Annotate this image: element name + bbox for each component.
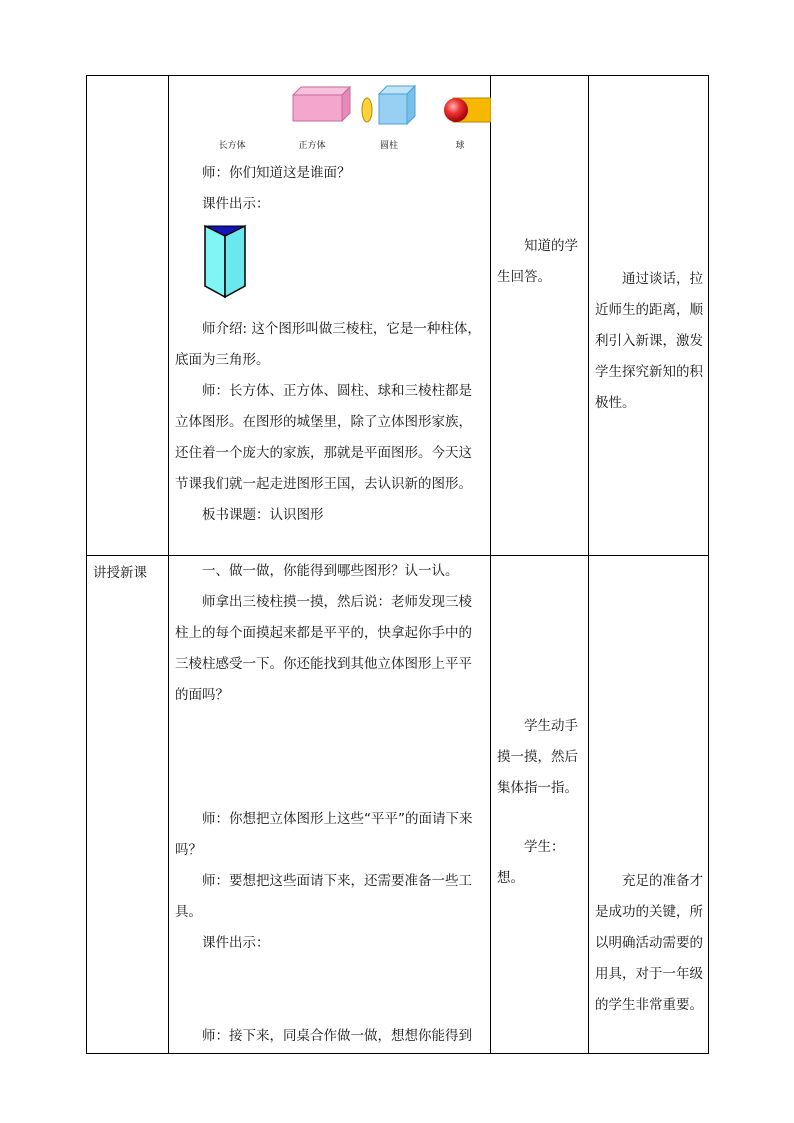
sphere-shape <box>444 98 468 122</box>
student-activity-cell <box>491 76 589 556</box>
teaching-process-cell <box>169 76 491 556</box>
design-intent-text: 通过谈话，拉近师生的距离，顺利引入新课，激发学生探究新知的积极性。 <box>595 271 703 411</box>
board-title: 板书课题：认识图形 <box>202 507 324 523</box>
cuboid-shape <box>293 87 350 121</box>
student-activity-text-1: 学生动手摸一摸，然后集体指一指。 <box>497 718 578 796</box>
design-intent-text-2: 充足的准备才是成功的关键，所以明确活动需要的用具，对于一年级的学生非常重要。 <box>595 873 703 1013</box>
activity-title: 一、做一做，你能得到哪些图形？认一认。 <box>202 563 459 579</box>
cuboid-label: 长方体 <box>218 141 246 151</box>
cylinder-end-svg <box>345 76 405 138</box>
teacher-instruction: 师：接下来，同桌合作做一做，想想你能得到 <box>202 1028 472 1044</box>
stage-cell <box>87 556 169 1054</box>
teacher-question-2: 师：你想把立体图形上这些“平平”的面请下来吗？ <box>175 811 473 858</box>
cube-label: 正方体 <box>298 141 326 151</box>
teacher-demo: 师拿出三棱柱摸一摸，然后说：老师发现三棱柱上的每个面摸起来都是平平的，快拿起你手中的三棱柱感受一下。你还能找到其他立体图形上平平的面吗？ <box>175 594 472 703</box>
stage-label: 讲授新课 <box>93 565 147 581</box>
teacher-question: 师：你们知道这是谁面？ <box>202 165 351 181</box>
sphere-label: 球 <box>455 141 465 151</box>
sphere-svg <box>442 92 482 132</box>
triangular-prism-svg <box>203 224 263 304</box>
lesson-plan-table <box>86 75 709 1054</box>
table-row <box>87 556 709 1054</box>
prism-figure <box>175 220 484 306</box>
courseware-label-2: 课件出示： <box>202 935 270 951</box>
student-activity-cell <box>491 556 589 1054</box>
teaching-process-cell <box>169 556 491 1054</box>
teacher-explanation: 师：长方体、正方体、圆柱、球和三棱柱都是立体图形。在图形的城堡里，除了立体图形家族，还住着一个庞大的家族，那就是平面图形。今天这节课我们就一起走进图形王国，去认识新的图形。 <box>175 383 472 492</box>
solid-shapes-figure <box>175 76 484 158</box>
table-row <box>87 76 709 556</box>
courseware-label: 课件出示： <box>202 196 270 212</box>
teacher-tools: 师：要想把这些面请下来，还需要准备一些工具。 <box>175 873 472 920</box>
cylinder-label: 圆柱 <box>379 141 398 151</box>
teacher-intro: 师介绍: 这个图形叫做三棱柱，它是一种柱体，底面为三角形。 <box>175 321 481 368</box>
design-intent-cell <box>589 76 709 556</box>
student-activity-text: 知道的学生回答。 <box>497 238 578 285</box>
design-intent-cell <box>589 556 709 1054</box>
stage-cell <box>87 76 169 556</box>
student-activity-text-2: 学生：想。 <box>497 839 565 886</box>
